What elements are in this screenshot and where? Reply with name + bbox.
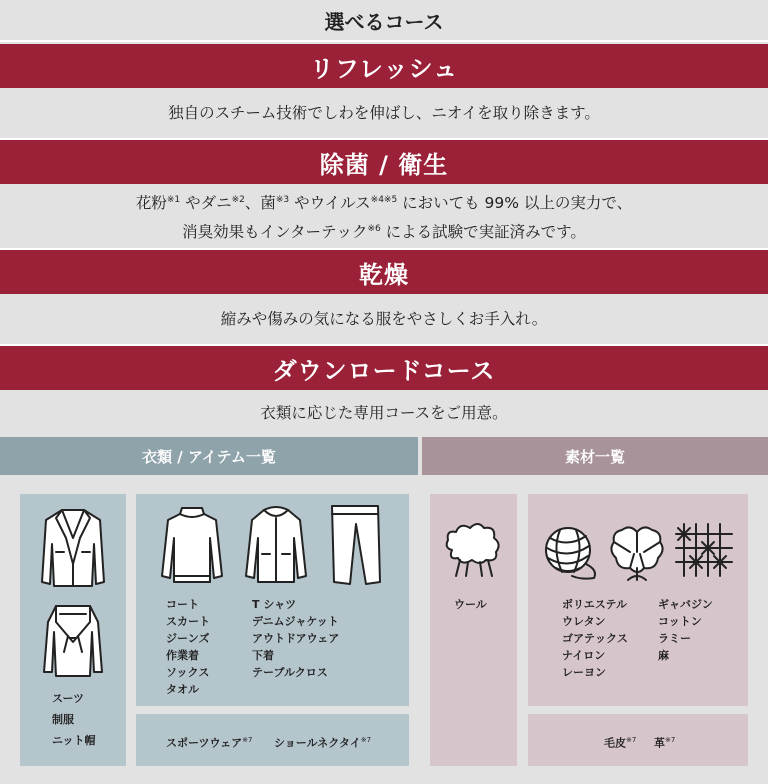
footnote-mark: ※1 (166, 194, 181, 205)
items-col2-list (252, 596, 339, 681)
course-sterilize-desc (0, 184, 768, 250)
list-item: 作業着 (166, 649, 199, 662)
list-item: テーブルクロス (252, 666, 328, 679)
suit-jacket-icon (40, 508, 106, 590)
sailor-uniform-icon (40, 602, 106, 680)
course-dry-desc-text: 縮みや傷みの気になる服をやさしくお手入れ。 (220, 310, 548, 328)
linen-fiber-icon (674, 522, 734, 578)
materials-bottom-2: 革$^{※7}$ (654, 736, 676, 750)
footnote-mark: ※2 (231, 194, 245, 205)
wool-sheep-icon (442, 520, 504, 580)
text-fragment: 、菌 (244, 194, 276, 212)
list-item: ポリエステル (562, 598, 628, 611)
list-item: 下着 (252, 649, 274, 662)
list-item: ギャバジン (658, 598, 713, 611)
list-item: ジーンズ (166, 632, 210, 645)
list-item: ラミー (658, 632, 691, 645)
page-title: 選べるコース (0, 0, 768, 42)
list-item: 制服 (52, 713, 74, 726)
course-refresh-desc-text: 独自のスチーム技術でしわを伸ばし、ニオイを取り除きます。 (168, 104, 600, 122)
course-refresh-title: リフレッシュ (0, 44, 768, 88)
list-item: アウトドアウェア (252, 632, 340, 645)
course-download-desc-text: 衣類に応じた専用コースをご用意。 (260, 403, 508, 422)
list-item: ニット帽 (52, 734, 96, 747)
yarn-ball-icon (542, 524, 600, 580)
course-refresh-desc (0, 88, 768, 140)
items-bottom-2: ショールネクタイ$^{※7}$ (274, 736, 372, 750)
list-item: ゴアテックス (562, 632, 628, 645)
pants-icon (326, 502, 384, 586)
list-item: スーツ (52, 692, 85, 705)
list-item: コットン (658, 615, 702, 628)
sweater-icon (158, 504, 226, 586)
materials-col2-list (658, 596, 713, 664)
text-fragment: 花粉 (135, 194, 167, 212)
text-fragment: による試験で実証済みです。 (380, 223, 586, 242)
materials-col1-list (562, 596, 628, 681)
list-item: コート (166, 598, 199, 611)
items-panel-main (136, 494, 409, 706)
list-item: T シャツ (252, 598, 297, 611)
course-download-title: ダウンロードコース (0, 346, 768, 390)
footnote-mark: ※6 (367, 224, 381, 234)
tab-items[interactable]: 衣類 / アイテム一覧 (0, 437, 418, 475)
list-item: 麻 (658, 649, 669, 662)
course-sterilize-title: 除菌 / 衛生 (0, 140, 768, 184)
text-fragment: やウイルス (289, 194, 371, 212)
items-left-list (52, 688, 96, 751)
footnote-mark: ※3 (275, 194, 290, 205)
text-fragment: においても 99% 以上の実力で、 (397, 194, 633, 212)
course-dry-title: 乾燥 (0, 250, 768, 294)
items-panel-bottom (136, 714, 409, 766)
list-item: ウレタン (562, 615, 606, 628)
course-download-desc (0, 390, 768, 435)
list-item: タオル (166, 683, 199, 696)
list-item: スカート (166, 615, 210, 628)
list-item: デニムジャケット (252, 615, 339, 628)
items-bottom-1: スポーツウェア$^{※7}$ (166, 736, 253, 750)
jacket-icon (242, 504, 310, 586)
items-col1-list (166, 596, 210, 698)
materials-bottom-1: 毛皮$^{※7}$ (604, 736, 637, 750)
course-sterilize-desc-line2 (182, 216, 586, 245)
tab-materials[interactable]: 素材一覧 (422, 437, 768, 475)
course-dry-desc (0, 294, 768, 346)
materials-panel-bottom (528, 714, 748, 766)
list-item: レーヨン (562, 666, 606, 679)
cotton-boll-icon (608, 522, 666, 582)
materials-panel-main (528, 494, 748, 706)
list-item: ソックス (166, 666, 210, 679)
text-fragment: 消臭効果もインターテック (182, 223, 368, 242)
items-panel-left (20, 494, 126, 766)
footnote-mark: ※4※5 (370, 194, 398, 205)
text-fragment: やダニ (180, 194, 232, 212)
course-sterilize-desc-line1 (136, 187, 632, 216)
materials-panel-wool (430, 494, 517, 766)
material-wool-label: ウール (454, 598, 487, 611)
list-item: ナイロン (562, 649, 606, 662)
